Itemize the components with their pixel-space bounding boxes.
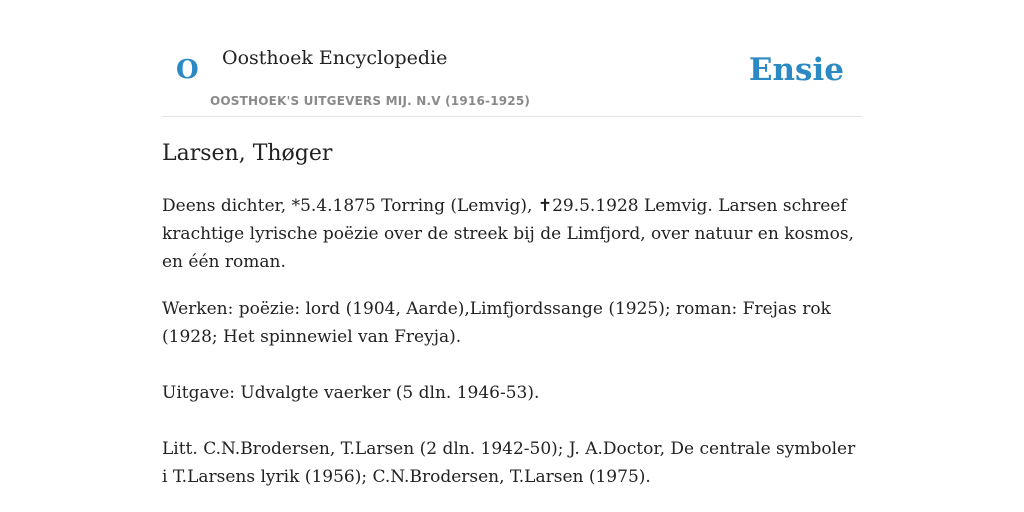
page	[162, 0, 862, 512]
article-paragraph-description: Deens dichter, *5.4.1875 Torring (Lemvig), ✝29.5.1928 Lemvig. Larsen schreef krachtige lyrische poëzie over de streek bij de Limfjord, over natuur en kosmos, en één roman.	[162, 196, 854, 272]
article-paragraph-literature: Litt. C.N.Brodersen, T.Larsen (2 dln. 1942-50); J. A.Doctor, De centrale symboler i T.Larsens lyrik (1956); C.N.Brodersen, T.Larsen (1975).	[162, 439, 856, 487]
article-body	[162, 192, 862, 510]
ensie-brand-link[interactable]: Ensie	[748, 52, 844, 88]
article-paragraph-edition: Uitgave: Udvalgte vaerker (5 dln. 1946-53).	[162, 383, 540, 403]
article-paragraph-works: Werken: poëzie: lord (1904, Aarde),Limfjordssange (1925); roman: Frejas rok (1928; Het spinnewiel van Freyja).	[162, 299, 831, 347]
oosthoek-logo[interactable]: O	[176, 55, 199, 85]
site-title[interactable]: Oosthoek Encyclopedie	[222, 47, 448, 69]
entry-title: Larsen, Thøger	[162, 141, 333, 166]
publisher-subtitle: OOSTHOEK'S UITGEVERS MIJ. N.V (1916-1925)	[210, 94, 531, 108]
site-header	[162, 0, 862, 117]
